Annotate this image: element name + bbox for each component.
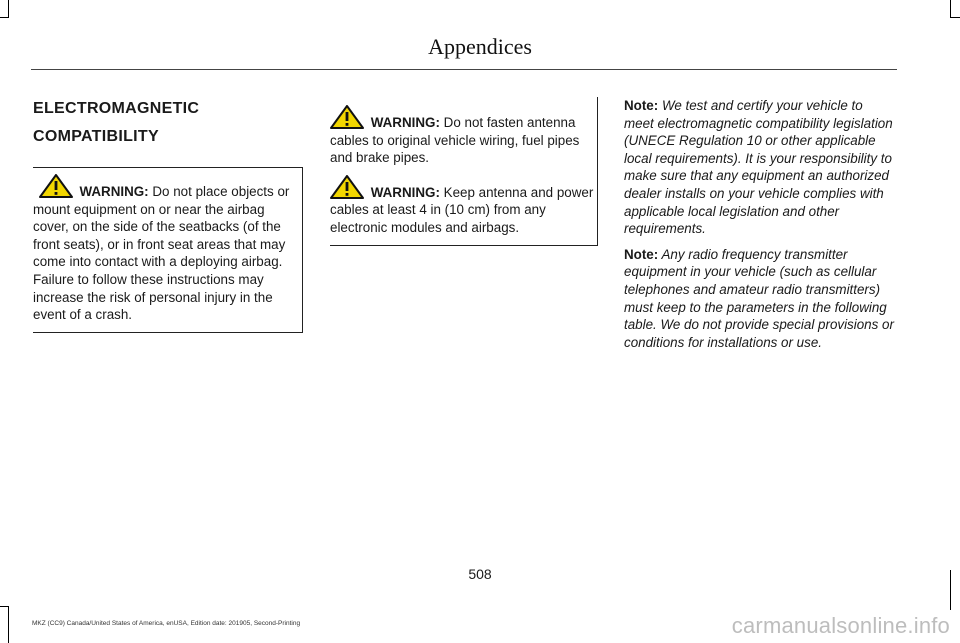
warning-text: Do not fasten antenna cables to original vehicle wiring, fuel pipes and brake pipes.: [330, 115, 580, 166]
warning-paragraph: [330, 105, 595, 167]
note-text: We test and certify your vehicle to meet electromagnetic compatibility legislation (UNECE Regulation 10 or other applicable local requirements). It is your responsibility to make sure that any equipment an authorized dealer installs on your vehicle complies with applicable local legislation and other requirements.: [624, 98, 893, 237]
warning-label: WARNING:: [370, 184, 440, 200]
section-heading: [33, 97, 303, 149]
note-paragraph: [624, 97, 896, 238]
crop-mark: [950, 17, 960, 18]
warning-text: Keep antenna and power cables at least 4 in (10 cm) from any electronic modules and airbags.: [330, 184, 594, 235]
watermark: carmanualsonline.info: [731, 613, 950, 638]
crop-mark: [8, 606, 9, 643]
warning-triangle-icon: [39, 174, 73, 198]
section-heading-line: ELECTROMAGNETIC: [33, 100, 200, 117]
middle-column: [330, 97, 598, 246]
note-text: Any radio frequency transmitter equipment in your vehicle (such as cellular telephones and amateur radio transmitters) must keep to the parameters in the following table. We do not provide special provisions or conditions for installations or use.: [624, 246, 894, 350]
crop-mark: [950, 0, 951, 18]
page-title: Appendices: [428, 34, 532, 59]
note-paragraph: [624, 246, 896, 352]
warning-paragraph: [33, 174, 300, 324]
note-label: Note:: [624, 98, 659, 113]
warning-paragraph: [330, 175, 595, 237]
crop-mark: [8, 0, 9, 18]
crop-mark: [0, 17, 9, 18]
header-rule: [31, 69, 897, 70]
warning-box: [33, 167, 303, 333]
right-column: [624, 97, 896, 359]
edition-footer: MKZ (CC9) Canada/United States of America, enUSA, Edition date: 201905, Second-Printing: [32, 620, 301, 627]
warning-triangle-icon: [330, 105, 364, 129]
section-heading-line: COMPATIBILITY: [33, 128, 159, 145]
note-label: Note:: [624, 246, 659, 262]
left-column: [33, 97, 303, 333]
warning-text: Do not place objects or mount equipment on or near the airbag cover, on the side of the seatbacks (of the front seats), or in front seat areas that may come into contact with a deploying airbag. Failure to follow these instructions may increase the risk of personal injury in the event of a crash.: [33, 184, 290, 323]
page-number: 508: [468, 566, 492, 582]
crop-mark: [0, 606, 9, 607]
warning-triangle-icon: [330, 175, 364, 199]
warning-box: [330, 97, 598, 246]
warning-label: WARNING:: [79, 184, 149, 199]
warning-label: WARNING:: [370, 115, 440, 130]
